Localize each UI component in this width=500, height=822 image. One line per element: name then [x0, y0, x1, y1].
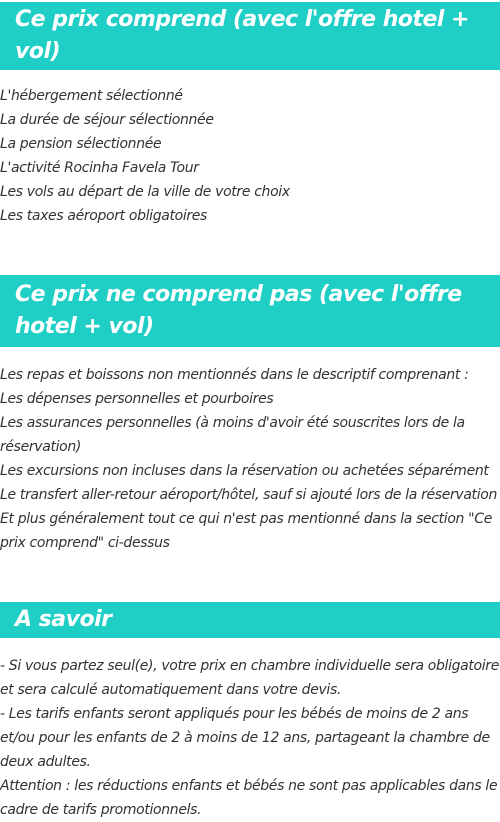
price-includes-heading: Ce prix comprend (avec l'offre hotel + vol) — [0, 2, 500, 70]
good-to-know-list — [0, 654, 500, 822]
list-item: Les assurances personnelles (à moins d'avoir été souscrites lors de la réservation) — [0, 415, 465, 455]
list-item: L'hébergement sélectionné — [0, 88, 183, 104]
list-item: La durée de séjour sélectionnée — [0, 112, 214, 128]
list-item: - Si vous partez seul(e), votre prix en chambre individuelle sera obligatoire et sera calculé automatiquement dans votre devis. — [0, 658, 499, 698]
list-item: Les vols au départ de la ville de votre choix — [0, 184, 290, 200]
list-item: Le transfert aller-retour aéroport/hôtel, sauf si ajouté lors de la réservation — [0, 487, 497, 503]
price-excludes-list — [0, 363, 500, 555]
price-includes-list — [0, 84, 500, 228]
list-item: Les dépenses personnelles et pourboires — [0, 391, 274, 407]
good-to-know-section — [0, 602, 500, 822]
list-item: - Les tarifs enfants seront appliqués pour les bébés de moins de 2 ans et/ou pour les enfants de 2 à moins de 12 ans, partageant la chambre de deux adultes. — [0, 706, 490, 770]
price-excludes-heading: Ce prix ne comprend pas (avec l'offre hotel + vol) — [0, 275, 500, 347]
list-item: Attention : les réductions enfants et bébés ne sont pas applicables dans le cadre de tarifs promotionnels. — [0, 778, 498, 818]
list-item: Les excursions non incluses dans la réservation ou achetées séparément — [0, 463, 489, 479]
list-item: Les taxes aéroport obligatoires — [0, 208, 207, 224]
good-to-know-heading: A savoir — [0, 602, 500, 638]
list-item: La pension sélectionnée — [0, 136, 162, 152]
list-item: L'activité Rocinha Favela Tour — [0, 160, 199, 176]
list-item: Les repas et boissons non mentionnés dans le descriptif comprenant : — [0, 367, 469, 383]
price-excludes-section — [0, 275, 500, 555]
price-includes-section — [0, 2, 500, 228]
list-item: Et plus généralement tout ce qui n'est pas mentionné dans la section "Ce prix comprend" ci-dessus — [0, 511, 492, 551]
